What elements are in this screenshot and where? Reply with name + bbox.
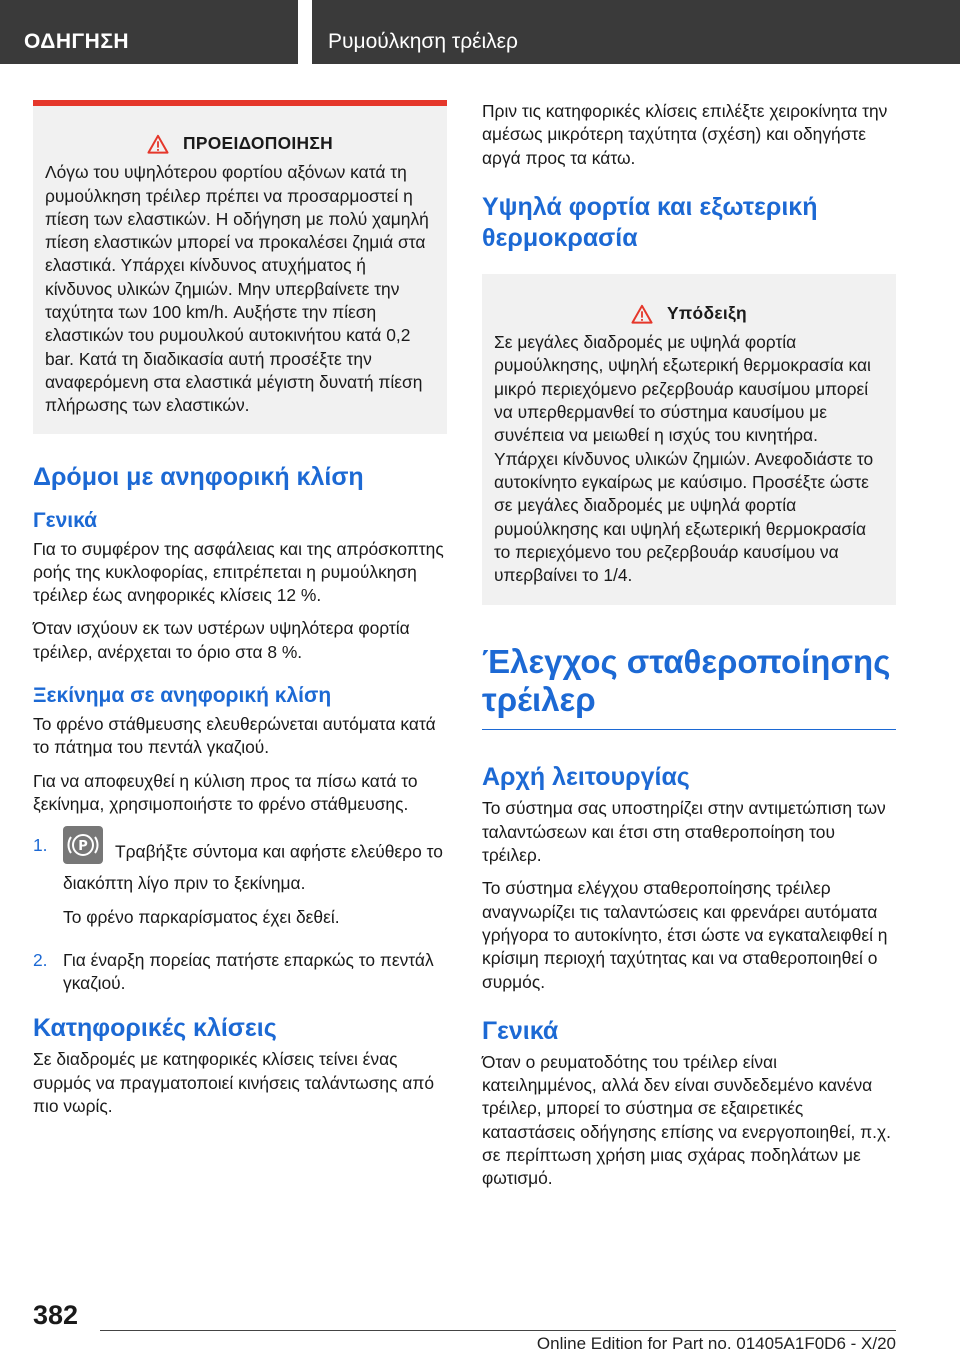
warning-title-text: ΠΡΟΕΙΔΟΠΟΙΗΣΗ (182, 133, 334, 153)
paragraph-general-right: Όταν ο ρευματοδότης του τρέιλερ είναι κατειλημμένος, αλλά δεν είναι συνδεδεμένο κανένα τρέιλερ, μπορεί το σύστημα σε εξαιρετικές καταστάσεις οδήγησης επίσης να ενεργοποιηθεί, π.χ. σε περίπτωση χρήση μιας σχάρας ποδηλάτων με φωτισμό. (482, 1051, 891, 1189)
left-column (33, 100, 447, 1128)
paragraph-start-2: Για να αποφευχθεί η κύλιση προς τα πίσω κατά το ξεκίνημα, χρησιμοποιήστε το φρένο στάθμευσης. (33, 770, 418, 814)
step-text: Για έναρξη πορείας πατήστε επαρκώς το πεντάλ γκαζιού. (63, 949, 434, 994)
topic-tab: Ρυμούλκηση τρέιλερ (312, 0, 960, 64)
paragraph-principle-1: Το σύστημα σας υποστηρίζει στην αντιμετώπιση των ταλαντώσεων και έτσι στη σταθεροποίηση του τρέιλερ. (482, 798, 886, 866)
note-box (482, 274, 896, 606)
heading-general: Γενικά (33, 508, 98, 532)
step-number: 2. (33, 949, 48, 970)
note-text: Σε μεγάλες διαδρομές με υψηλά φορτία ρυμούλκησης, υψηλή εξωτερική θερμοκρασία και μικρό περιεχόμενο ρεζερβουάρ καυσίμου μπορεί να υπερθερμανθεί το σύστημα καυσίμου με συνέπεια να μειωθεί η ισχύς του κινητήρα. Υπάρχει κίνδυνος υλικών ζημιών. Ανεφοδιάστε το αυτοκίνητο εγκαίρως με καύσιμο. Προσέξτε ώστε σε μεγάλες διαδρομές με υψηλά φορτία ρυμούλκησης και υψηλή εξωτερική θερμοκρασία το περιεχόμενο του ρεζερβουάρ καυσίμου να υπερβαίνει το 1/4. (494, 332, 874, 586)
paragraph-general-2: Όταν ισχύουν εκ των υστέρων υψηλότερα φορτία τρέιλερ, ανέρχεται το όριο στα 8 %. (33, 618, 410, 662)
section-tab: ΟΔΗΓΗΣΗ (0, 0, 298, 64)
warning-text: Λόγω του υψηλότερου φορτίου αξόνων κατά τη ρυμούλκηση τρέιλερ πρέπει να προσαρμοστεί η πίεση των ελαστικών. Η οδήγηση με πολύ χαμηλή πίεση ελαστικών μπορεί να προκαλέσει ζημιά στα ελαστικά. Υπάρχει κίνδυνος ατυχήματος ή κίνδυνος υλικών ζημιών. Μην υπερβαίνετε την ταχύτητα των 100 km/h. Αυξήστε την πίεση ελαστικών του ρυμουλκού αυτοκινήτου κατά 0,2 bar. Κατά τη διαδικασία αυτή προσέξτε την αναφερόμενη στα ελαστικά μέγιστη δυνατή πίεση πλήρωσης των ελαστικών. (45, 162, 429, 416)
paragraph-start-1: Το φρένο στάθμευσης ελευθερώνεται αυτόματα κατά το πάτημα του πεντάλ γκαζιού. (33, 714, 436, 758)
paragraph-principle-2: Το σύστημα ελέγχου σταθεροποίησης τρέιλερ αναγνωρίζει τις ταλαντώσεις και φρενάρει αυτόματα γρήγορα το αυτοκίνητο, έτσι ώστε να εγκαταλειφθεί η κρίσιμη περιοχή ταχύτητας και να σταθεροποιηθεί ο συρμός. (482, 878, 888, 992)
edition-text: Online Edition for Part no. 01405A1F0D6 - X/20 (536, 1334, 896, 1353)
page-number: 382 (33, 1300, 79, 1330)
paragraph-downhill-continued: Πριν τις κατηφορικές κλίσεις επιλέξτε χειροκίνητα την αμέσως μικρότερη ταχύτητα (σχέση) και οδηγήστε αργά προς τα κάτω. (482, 101, 888, 168)
warning-triangle-icon (147, 134, 169, 154)
heading-slopes: Δρόμοι με ανηφορική κλίση (33, 462, 364, 491)
warning-title (45, 132, 435, 155)
heading-downhill: Κατηφορικές κλίσεις (33, 1014, 277, 1043)
warning-box (33, 100, 447, 434)
note-title-text: Υπόδειξη (667, 302, 747, 323)
parking-brake-icon (63, 826, 103, 864)
svg-text:P: P (78, 839, 88, 855)
list-item (33, 949, 447, 996)
step-note: Το φρένο παρκαρίσματος έχει δεθεί. (63, 906, 340, 927)
heading-start-uphill: Ξεκίνημα σε ανηφορική κλίση (33, 684, 332, 708)
footer-divider (100, 1330, 896, 1331)
heading-general-right: Γενικά (482, 1016, 559, 1045)
heading-high-loads: Υψηλά φορτία και εξωτερική θερμοκρασία (482, 192, 818, 252)
paragraph-general-1: Για το συμφέρον της ασφάλειας και της απρόσκοπτης ροής της κυκλοφορίας, επιτρέπεται η ρυμούλκηση τρέιλερ έως ανηφορικές κλίσεις 12 %. (33, 538, 444, 606)
list-item (33, 834, 447, 939)
step-number: 1. (33, 835, 48, 856)
paragraph-downhill: Σε διαδρομές με κατηφορικές κλίσεις τείνει ένας συρμός να πραγματοποιεί κινήσεις ταλάντωσης από πιο νωρίς. (33, 1049, 435, 1117)
heading-principle: Αρχή λειτουργίας (482, 763, 690, 792)
warning-triangle-icon (631, 304, 653, 324)
step-text: Τραβήξτε σύντομα και αφήστε ελεύθερο το διακόπτη λίγο πριν το ξεκίνημα. (63, 841, 443, 894)
right-column (482, 100, 896, 1201)
heading-trailer-stability: Έλεγχος σταθεροποίησης τρέιλερ (482, 643, 896, 730)
page-header (0, 0, 960, 64)
note-title (494, 302, 884, 325)
